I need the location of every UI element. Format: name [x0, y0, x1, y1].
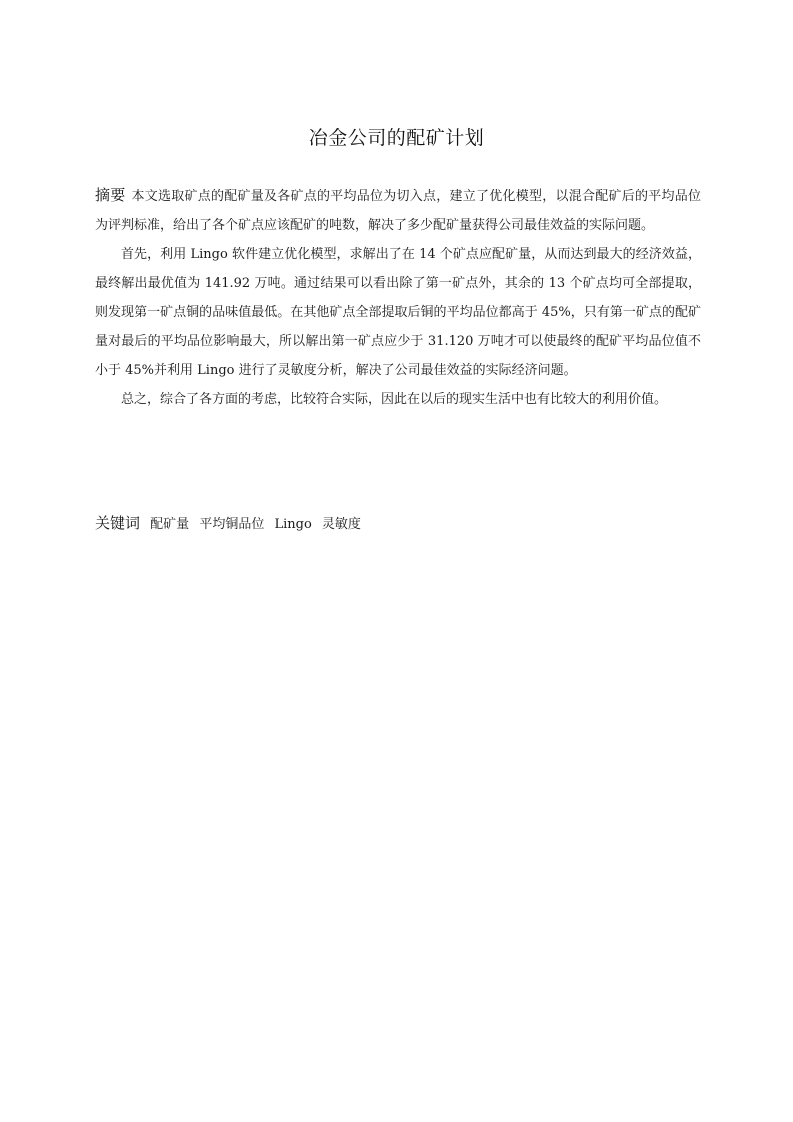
abstract-label: 摘要 — [95, 186, 126, 204]
document-title: 冶金公司的配矿计划 — [308, 127, 485, 149]
abstract-section — [95, 181, 701, 414]
keyword: Lingo — [274, 517, 312, 532]
keywords-section — [95, 509, 701, 539]
keyword: 配矿量 — [150, 517, 190, 532]
abstract-paragraph-2: 首先，利用 Lingo 软件建立优化模型，求解出了在 14 个矿点应配矿量，从而达到最大的经济效益，最终解出最优值为 141.92 万吨。通过结果可以看出除了第一矿点外，其余的 13 个矿点均可全部提取，则发现第一矿点铜的品味值最低。在其他矿点全部提取后铜的平均品位都高于 45%，只有第一矿点的配矿量对最后的平均品位影响最大，所以解出第一矿点应少于 31.120 万吨才可以使最终的配矿平均品位值不小于 45%并利用 Lingo 进行了灵敏度分析，解决了公司最佳效益的实际经济问题。 — [95, 247, 701, 378]
abstract-paragraph-3: 总之，综合了各方面的考虑，比较符合实际，因此在以后的现实生活中也有比较大的利用价值。 — [121, 392, 668, 407]
keywords-label: 关键词 — [95, 514, 141, 532]
abstract-paragraph-1 — [95, 181, 701, 240]
keyword: 灵敏度 — [321, 517, 361, 532]
abstract-text-1: 本文选取矿点的配矿量及各矿点的平均品位为切入点，建立了优化模型，以混合配矿后的平均品位为评判标准，给出了各个矿点应该配矿的吨数，解决了多少配矿量获得公司最佳效益的实际问题。 — [95, 189, 701, 233]
keyword: 平均铜品位 — [199, 517, 265, 532]
